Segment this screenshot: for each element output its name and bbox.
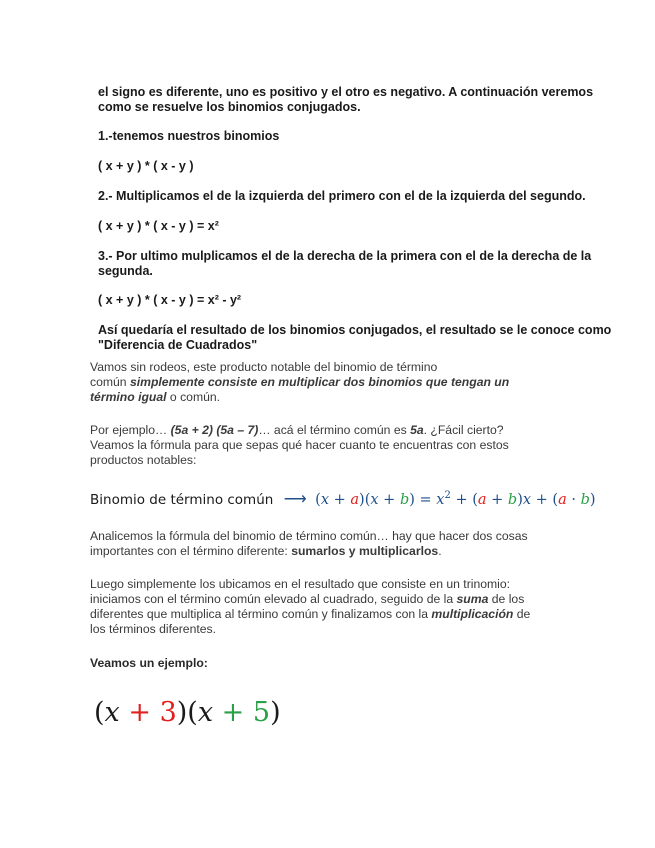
formula-plus: + ( xyxy=(531,492,559,508)
example-paren: ( xyxy=(94,697,105,728)
p1-line-3 xyxy=(90,390,509,405)
formula-equals: = xyxy=(414,492,437,508)
p3-line-2 xyxy=(90,544,528,559)
p4-line-3-c: de xyxy=(513,607,531,621)
formula-plus: + xyxy=(378,492,400,508)
formula-x: x xyxy=(320,492,330,508)
example-formula xyxy=(94,697,281,728)
p4-line-3 xyxy=(90,607,530,622)
p2-line-2: Veamos la fórmula para que sepas qué hacer cuanto te encuentras con estos xyxy=(90,438,509,452)
formula-x: x xyxy=(436,492,445,508)
step-3-formula: ( x + y ) * ( x - y ) = x² - y² xyxy=(98,293,242,307)
p3-line-2-c: . xyxy=(438,544,442,558)
formula-exponent: 2 xyxy=(444,490,451,502)
formula-image xyxy=(90,489,596,509)
p4-line-2 xyxy=(90,592,530,607)
p4-line-2-a: iniciamos con el término común elevado al cuadrado, seguido de la xyxy=(90,592,457,606)
p2-line-1-e: . ¿Fácil cierto? xyxy=(423,423,504,437)
p4-sum: suma xyxy=(456,592,489,606)
example-plus: + xyxy=(213,697,253,728)
p1-line-2 xyxy=(90,375,509,390)
step-1-title: 1.-tenemos nuestros binomios xyxy=(98,129,280,143)
example-paren: ) xyxy=(270,697,281,728)
formula-dot: · xyxy=(566,492,581,508)
formula-plus: + ( xyxy=(450,492,478,508)
formula-a: a xyxy=(558,492,567,508)
formula-plus: + xyxy=(329,492,351,508)
intro-line-1: el signo es diferente, uno es positivo y el otro es negativo. A continuación veremos xyxy=(98,85,594,99)
formula-paren: ) xyxy=(409,492,415,508)
p4-multiplication: multiplicación xyxy=(431,607,514,621)
intro-paragraph xyxy=(98,85,593,115)
p4-line-3-a: diferentes que multiplica al término común y finalizamos con la xyxy=(90,607,432,621)
formula-expression xyxy=(315,492,595,508)
example-number-5: 5 xyxy=(252,697,271,728)
p3-line-2-a: importantes con el término diferente: xyxy=(90,544,292,558)
example-paren: )( xyxy=(176,697,198,728)
p2-line-1 xyxy=(90,423,509,438)
paragraph-4 xyxy=(90,577,530,637)
p2-line-3: productos notables: xyxy=(90,453,197,467)
p4-line-2-c: de los xyxy=(488,592,525,606)
p2-line-1-a: Por ejemplo… xyxy=(90,423,171,437)
p1-line-2-emphasis: simplemente consiste en multiplicar dos binomios que tengan un xyxy=(129,375,510,389)
formula-b: b xyxy=(399,492,410,508)
paragraph-3 xyxy=(90,529,528,559)
p3-emphasis: sumarlos y multiplicarlos xyxy=(291,544,439,558)
formula-paren: ) xyxy=(517,492,523,508)
arrow-right-icon: ⟶ xyxy=(283,491,307,508)
paragraph-2 xyxy=(90,423,509,468)
example-x: x xyxy=(104,697,120,728)
formula-x: x xyxy=(370,492,379,508)
p2-line-1-c: … acá el término común es xyxy=(258,423,411,437)
intro-line-2: como se resuelve los binomios conjugados. xyxy=(98,100,361,114)
step-3-title-line-1: 3.- Por ultimo mulplicamos el de la derecha de la primera con el de la derecha de la xyxy=(98,249,592,263)
paragraph-1 xyxy=(90,360,509,405)
formula-b: b xyxy=(580,492,590,508)
formula-paren: ) xyxy=(589,492,596,508)
p2-example-binomials: (5a + 2) (5a – 7) xyxy=(170,423,259,437)
p1-line-3-b: o común. xyxy=(166,390,221,404)
step-3-title xyxy=(98,249,591,279)
example-x: x xyxy=(197,697,214,728)
p4-line-4: los términos diferentes. xyxy=(90,622,216,636)
step-3-title-line-2: segunda. xyxy=(98,264,153,278)
example-title: Veamos un ejemplo: xyxy=(90,656,208,670)
formula-b: b xyxy=(507,492,518,508)
p1-line-3-emphasis: término igual xyxy=(90,390,167,404)
formula-plus: + xyxy=(486,492,508,508)
p3-line-1: Analicemos la fórmula del binomio de término común… hay que hacer dos cosas xyxy=(90,529,528,543)
step-1-formula: ( x + y ) * ( x - y ) xyxy=(98,159,194,173)
formula-paren: )( xyxy=(359,492,371,508)
formula-label: Binomio de término común xyxy=(90,492,274,508)
p1-line-1: Vamos sin rodeos, este producto notable del binomio de término xyxy=(90,360,438,374)
formula-a: a xyxy=(477,492,487,508)
result-line-1: Así quedaría el resultado de los binomios conjugados, el resultado se le conoce como xyxy=(98,323,612,337)
result-paragraph xyxy=(98,323,611,353)
formula-paren: ( xyxy=(315,492,321,508)
step-2-title: 2.- Multiplicamos el de la izquierda del primero con el de la izquierda del segundo. xyxy=(98,189,586,203)
p1-line-2-a: común xyxy=(90,375,130,389)
p2-common-term: 5a xyxy=(410,423,424,437)
result-line-2: "Diferencia de Cuadrados" xyxy=(98,338,258,352)
formula-a: a xyxy=(350,492,360,508)
step-2-formula: ( x + y ) * ( x - y ) = x² xyxy=(98,219,219,233)
example-plus: + xyxy=(119,697,160,728)
formula-x: x xyxy=(522,492,532,508)
example-number-3: 3 xyxy=(159,697,177,728)
p4-line-1: Luego simplemente los ubicamos en el resultado que consiste en un trinomio: xyxy=(90,577,511,591)
